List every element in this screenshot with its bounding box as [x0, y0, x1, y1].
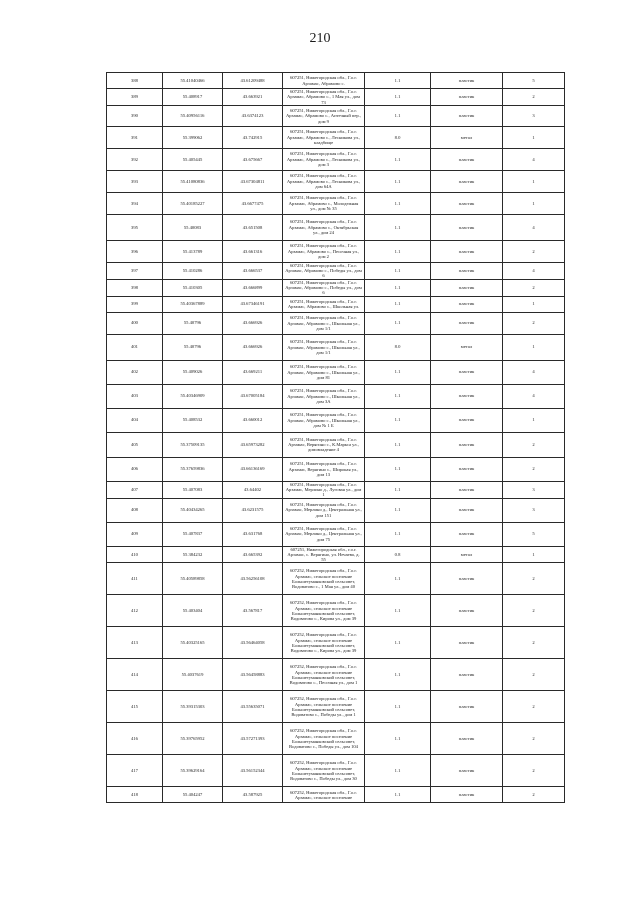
- table-row: [107, 126, 565, 148]
- table-row: [107, 296, 565, 312]
- longitude-cell: 43.631768: [223, 522, 283, 546]
- count-cell: 2: [503, 563, 565, 595]
- material-cell: пластик: [431, 384, 503, 408]
- volume-cell: 1.1: [365, 723, 431, 755]
- volume-cell: 1.1: [365, 73, 431, 89]
- longitude-cell: 43.666537: [223, 262, 283, 279]
- latitude-cell: 55.40796: [163, 334, 223, 360]
- count-cell: 1: [503, 170, 565, 192]
- address-cell: 607252, Нижегородская обл., Г.о.г. Арзамас, сельское поселение: [283, 787, 365, 803]
- volume-cell: 1.1: [365, 262, 431, 279]
- latitude-cell: 55.404247: [163, 787, 223, 803]
- row-number-cell: 407: [107, 481, 163, 498]
- count-cell: 4: [503, 262, 565, 279]
- table-row: [107, 563, 565, 595]
- count-cell: 1: [503, 296, 565, 312]
- table-row: [107, 170, 565, 192]
- longitude-cell: 43.65973282: [223, 432, 283, 457]
- material-cell: метал: [431, 126, 503, 148]
- material-cell: пластик: [431, 432, 503, 457]
- longitude-cell: 43.55635071: [223, 691, 283, 723]
- volume-cell: 1.1: [365, 214, 431, 240]
- count-cell: 2: [503, 89, 565, 106]
- volume-cell: 1.1: [365, 595, 431, 627]
- material-cell: метал: [431, 334, 503, 360]
- table-row: [107, 214, 565, 240]
- material-cell: пластик: [431, 659, 503, 691]
- longitude-cell: 43.666926: [223, 334, 283, 360]
- longitude-cell: 43.675667: [223, 148, 283, 170]
- table-row: [107, 522, 565, 546]
- volume-cell: 1.1: [365, 563, 431, 595]
- material-cell: пластик: [431, 408, 503, 432]
- latitude-cell: 55.410305: [163, 279, 223, 296]
- table-row: [107, 240, 565, 262]
- material-cell: пластик: [431, 457, 503, 481]
- volume-cell: 1.1: [365, 432, 431, 457]
- volume-cell: 1.1: [365, 296, 431, 312]
- volume-cell: 1.1: [365, 240, 431, 262]
- address-cell: 607251, Нижегородская обл., Г.о.г. Арзамас, Абрамово с., Школьная ул.: [283, 296, 365, 312]
- latitude-cell: 55.40325165: [163, 627, 223, 659]
- count-cell: 2: [503, 787, 565, 803]
- table-row: [107, 659, 565, 691]
- volume-cell: 1.1: [365, 787, 431, 803]
- longitude-cell: 43.67304811: [223, 170, 283, 192]
- latitude-cell: 55.4037619: [163, 659, 223, 691]
- table-row: [107, 384, 565, 408]
- longitude-cell: 43.567817: [223, 595, 283, 627]
- material-cell: пластик: [431, 563, 503, 595]
- count-cell: 1: [503, 192, 565, 214]
- row-number-cell: 392: [107, 148, 163, 170]
- material-cell: метал: [431, 546, 503, 563]
- volume-cell: 1.1: [365, 691, 431, 723]
- row-number-cell: 412: [107, 595, 163, 627]
- latitude-cell: 55.40589858: [163, 563, 223, 595]
- row-number-cell: 390: [107, 105, 163, 126]
- material-cell: пластик: [431, 627, 503, 659]
- longitude-cell: 43.57271393: [223, 723, 283, 755]
- count-cell: 2: [503, 595, 565, 627]
- latitude-cell: 55.41080836: [163, 170, 223, 192]
- table-row: [107, 408, 565, 432]
- table-row: [107, 73, 565, 89]
- latitude-cell: 55.399062: [163, 126, 223, 148]
- count-cell: 4: [503, 148, 565, 170]
- longitude-cell: 43.56464058: [223, 627, 283, 659]
- page-number: 210: [309, 31, 331, 46]
- volume-cell: 1.1: [365, 105, 431, 126]
- table-row: [107, 546, 565, 563]
- address-cell: 607251, Нижегородская обл., Г.о.г. Арзамас, Мерлино д., Луговая ул., дом 1: [283, 481, 365, 498]
- address-cell: 607251, Нижегородская обл., Г.о.г. Арзамас, Абрамово с.: [283, 73, 365, 89]
- material-cell: пластик: [431, 360, 503, 384]
- address-cell: 607252, Нижегородская обл., Г.о.г. Арзамас, сельское поселение Большетуманковский сельсовет, Водоватово с., Победы ул., дом 104: [283, 723, 365, 755]
- count-cell: 1: [503, 408, 565, 432]
- longitude-cell: 43.66136169: [223, 457, 283, 481]
- row-number-cell: 397: [107, 262, 163, 279]
- row-number-cell: 404: [107, 408, 163, 432]
- material-cell: пластик: [431, 170, 503, 192]
- latitude-cell: 55.407083: [163, 481, 223, 498]
- table-row: [107, 481, 565, 498]
- count-cell: 1: [503, 126, 565, 148]
- table-row: [107, 498, 565, 522]
- material-cell: пластик: [431, 279, 503, 296]
- table-row: [107, 105, 565, 126]
- address-cell: 607251, Нижегородская обл., Г.о.г. Арзамас, Абрамово с., Школьная ул., дом 3А: [283, 384, 365, 408]
- latitude-cell: 55.408532: [163, 408, 223, 432]
- table-row: [107, 723, 565, 755]
- latitude-cell: 55.39315303: [163, 691, 223, 723]
- row-number-cell: 408: [107, 498, 163, 522]
- volume-cell: 1.1: [365, 481, 431, 498]
- longitude-cell: 43.665392: [223, 546, 283, 563]
- address-cell: 607251, Нижегородская обл., Г.о.г. Арзамас, Абрамово с., Школьная ул., дом 1/1: [283, 312, 365, 334]
- latitude-cell: 55.39765952: [163, 723, 223, 755]
- latitude-cell: 55.40796: [163, 312, 223, 334]
- count-cell: 1: [503, 546, 565, 563]
- longitude-cell: 43.61209488: [223, 73, 283, 89]
- count-cell: 2: [503, 659, 565, 691]
- latitude-cell: 55.403404: [163, 595, 223, 627]
- count-cell: 2: [503, 432, 565, 457]
- latitude-cell: 55.40083: [163, 214, 223, 240]
- address-cell: 607251, Нижегородская обл., Г.о.г. Арзамас, Абрамово с., Школьная ул., дом № 1 Б: [283, 408, 365, 432]
- material-cell: пластик: [431, 595, 503, 627]
- volume-cell: 1.1: [365, 755, 431, 787]
- latitude-cell: 55.407837: [163, 522, 223, 546]
- table-row: [107, 334, 565, 360]
- count-cell: 5: [503, 522, 565, 546]
- count-cell: 3: [503, 481, 565, 498]
- latitude-cell: 55.37509135: [163, 432, 223, 457]
- material-cell: пластик: [431, 89, 503, 106]
- row-number-cell: 418: [107, 787, 163, 803]
- longitude-cell: 43.67005184: [223, 384, 283, 408]
- address-cell: 607251, Нижегородская обл., Г.о.г. Арзамас, Абрамово с., 1 Мая ул., дом 73: [283, 89, 365, 106]
- longitude-cell: 43.651508: [223, 214, 283, 240]
- latitude-cell: 55.384232: [163, 546, 223, 563]
- latitude-cell: 55.408917: [163, 89, 223, 106]
- row-number-cell: 414: [107, 659, 163, 691]
- address-cell: 607251, Нижегородская обл., Г.о.г. Арзамас, Верягино с., Широкая ул., дом 13: [283, 457, 365, 481]
- latitude-cell: 55.409026: [163, 360, 223, 384]
- latitude-cell: 55.40346909: [163, 384, 223, 408]
- material-cell: пластик: [431, 214, 503, 240]
- material-cell: пластик: [431, 755, 503, 787]
- row-number-cell: 409: [107, 522, 163, 546]
- address-cell: 607251, Нижегородская обл., Г.о.г. Арзамас, Абрамово с., Песочная ул., дом 2: [283, 240, 365, 262]
- address-cell: 607251, Нижегородская обл., Г.о.г. Арзамас, Абрамово с., Октябрьская ул., дом 24: [283, 214, 365, 240]
- material-cell: пластик: [431, 105, 503, 126]
- volume-cell: 1.1: [365, 627, 431, 659]
- material-cell: пластик: [431, 787, 503, 803]
- volume-cell: 1.1: [365, 192, 431, 214]
- volume-cell: 0.8: [365, 546, 431, 563]
- address-cell: 607252, Нижегородская обл., Г.о.г. Арзамас, сельское поселение Большетуманковский сельсовет, Водоватово с., Кирова ул., дом 39: [283, 595, 365, 627]
- address-cell: 607251, Нижегородская обл., Г.о.г. Арзамас, Абрамово с., Лесникова ул., дом 64А: [283, 170, 365, 192]
- table-row: [107, 787, 565, 803]
- address-cell: 607252, Нижегородская обл., Г.о.г. Арзамас, сельское поселение Большетуманковский сельсовет, Водоватово с., Победы ул., дом 30: [283, 755, 365, 787]
- count-cell: 2: [503, 457, 565, 481]
- count-cell: 4: [503, 360, 565, 384]
- material-cell: пластик: [431, 723, 503, 755]
- longitude-cell: 43.6677475: [223, 192, 283, 214]
- row-number-cell: 411: [107, 563, 163, 595]
- count-cell: 2: [503, 755, 565, 787]
- address-cell: 607252, Нижегородская обл., Г.о.г. Арзамас, сельское поселение Большетуманковский сельсовет, Водоватово с., Победы ул., дом 1: [283, 691, 365, 723]
- row-number-cell: 400: [107, 312, 163, 334]
- material-cell: пластик: [431, 691, 503, 723]
- table-row: [107, 312, 565, 334]
- address-cell: 607252, Нижегородская обл., Г.о.г. Арзамас, сельское поселение Большетуманковский сельсовет, Водоватово с., 1 Мая ул., дом 40: [283, 563, 365, 595]
- longitude-cell: 43.6374123: [223, 105, 283, 126]
- longitude-cell: 43.660012: [223, 408, 283, 432]
- count-cell: 2: [503, 691, 565, 723]
- longitude-cell: 43.587925: [223, 787, 283, 803]
- address-cell: 607251, Нижегородская обл., Г.о.г. Арзамас, Абрамово с., Лесникова ул., кладбище: [283, 126, 365, 148]
- address-cell: 607251, Нижегородская обл., Г.о.г. Арзамас, Абрамово с., Школьная ул., дом 81: [283, 360, 365, 384]
- row-number-cell: 417: [107, 755, 163, 787]
- address-cell: 607251, Нижегородская обл., Г.о.г. Арзамас, Абрамово с., Победы ул., дом 6: [283, 262, 365, 279]
- table-row: [107, 89, 565, 106]
- count-cell: 1: [503, 334, 565, 360]
- count-cell: 2: [503, 723, 565, 755]
- table-row: [107, 755, 565, 787]
- table-row: [107, 595, 565, 627]
- table-row: [107, 192, 565, 214]
- latitude-cell: 55.413789: [163, 240, 223, 262]
- longitude-cell: 43.6231575: [223, 498, 283, 522]
- address-cell: 607251, Нижегородская обл., Г.о.г. Арзамас, Мерлино д., Центральная ул., дом 151: [283, 498, 365, 522]
- row-number-cell: 393: [107, 170, 163, 192]
- address-cell: 607251, Нижегородская обл., Г.о.г. Арзамас, Мерлино д., Центральная ул., дом 75: [283, 522, 365, 546]
- table-row: [107, 457, 565, 481]
- longitude-cell: 43.56256108: [223, 563, 283, 595]
- address-cell: 607251, Нижегородская обл., Г.о.г. Арзамас, Абрамово с., Школьная ул., дом 1/1: [283, 334, 365, 360]
- volume-cell: 1.1: [365, 457, 431, 481]
- material-cell: пластик: [431, 312, 503, 334]
- count-cell: 3: [503, 105, 565, 126]
- material-cell: пластик: [431, 481, 503, 498]
- volume-cell: 1.1: [365, 408, 431, 432]
- table-row: [107, 432, 565, 457]
- row-number-cell: 410: [107, 546, 163, 563]
- table-row: [107, 627, 565, 659]
- table-row: [107, 691, 565, 723]
- latitude-cell: 55.405445: [163, 148, 223, 170]
- material-cell: пластик: [431, 192, 503, 214]
- address-cell: 607251, Нижегородская обл., Г.о.г. Арзамас, Абрамово с., Аптечный пер., дом 9: [283, 105, 365, 126]
- container-sites-table: [106, 72, 565, 803]
- row-number-cell: 398: [107, 279, 163, 296]
- material-cell: пластик: [431, 522, 503, 546]
- address-cell: 607251, Нижегородская обл., Г.о.г. Арзамас, Верягино с., К.Маркса ул., домовладение 4: [283, 432, 365, 457]
- latitude-cell: 55.410286: [163, 262, 223, 279]
- material-cell: пластик: [431, 262, 503, 279]
- row-number-cell: 394: [107, 192, 163, 214]
- row-number-cell: 395: [107, 214, 163, 240]
- volume-cell: 1.1: [365, 498, 431, 522]
- volume-cell: 8.0: [365, 334, 431, 360]
- row-number-cell: 402: [107, 360, 163, 384]
- longitude-cell: 43.666899: [223, 279, 283, 296]
- table-row: [107, 360, 565, 384]
- row-number-cell: 399: [107, 296, 163, 312]
- volume-cell: 1.1: [365, 384, 431, 408]
- volume-cell: 1.1: [365, 312, 431, 334]
- row-number-cell: 415: [107, 691, 163, 723]
- count-cell: 4: [503, 384, 565, 408]
- longitude-cell: 43.663921: [223, 89, 283, 106]
- table-row: [107, 148, 565, 170]
- volume-cell: 1.1: [365, 170, 431, 192]
- row-number-cell: 403: [107, 384, 163, 408]
- table-row: [107, 279, 565, 296]
- material-cell: пластик: [431, 148, 503, 170]
- latitude-cell: 55.37659836: [163, 457, 223, 481]
- count-cell: 2: [503, 312, 565, 334]
- volume-cell: 1.1: [365, 148, 431, 170]
- longitude-cell: 43.669211: [223, 360, 283, 384]
- address-cell: 607252, Нижегородская обл., Г.о.г. Арзамас, сельское поселение Большетуманковский сельсовет, Водоватово с., Песочная ул., дом 1: [283, 659, 365, 691]
- count-cell: 5: [503, 73, 565, 89]
- volume-cell: 1.1: [365, 279, 431, 296]
- material-cell: пластик: [431, 73, 503, 89]
- table-body: [107, 73, 565, 803]
- longitude-cell: 43.56152344: [223, 755, 283, 787]
- row-number-cell: 401: [107, 334, 163, 360]
- latitude-cell: 55.41040466: [163, 73, 223, 89]
- address-cell: 607251, Нижегородская обл., Г.о.г. Арзамас, Абрамово с., Победы ул., дом 6: [283, 279, 365, 296]
- volume-cell: 1.1: [365, 360, 431, 384]
- longitude-cell: 43.742915: [223, 126, 283, 148]
- longitude-cell: 43.56458883: [223, 659, 283, 691]
- row-number-cell: 389: [107, 89, 163, 106]
- row-number-cell: 405: [107, 432, 163, 457]
- count-cell: 3: [503, 498, 565, 522]
- latitude-cell: 55.40185227: [163, 192, 223, 214]
- row-number-cell: 388: [107, 73, 163, 89]
- row-number-cell: 391: [107, 126, 163, 148]
- volume-cell: 8.0: [365, 126, 431, 148]
- row-number-cell: 416: [107, 723, 163, 755]
- latitude-cell: 55.40434265: [163, 498, 223, 522]
- longitude-cell: 43.67346191: [223, 296, 283, 312]
- table-row: [107, 262, 565, 279]
- material-cell: пластик: [431, 498, 503, 522]
- material-cell: пластик: [431, 240, 503, 262]
- material-cell: пластик: [431, 296, 503, 312]
- address-cell: 607251, Нижегородская обл., г.о.г. Арзамас, с. Верягино, ул. Нечаева, д. 55: [283, 546, 365, 563]
- volume-cell: 1.1: [365, 659, 431, 691]
- row-number-cell: 413: [107, 627, 163, 659]
- row-number-cell: 396: [107, 240, 163, 262]
- latitude-cell: 55.39629164: [163, 755, 223, 787]
- latitude-cell: 55.40956116: [163, 105, 223, 126]
- longitude-cell: 43.666926: [223, 312, 283, 334]
- volume-cell: 1.1: [365, 522, 431, 546]
- longitude-cell: 43.661316: [223, 240, 283, 262]
- volume-cell: 1.1: [365, 89, 431, 106]
- latitude-cell: 55.40367889: [163, 296, 223, 312]
- address-cell: 607252, Нижегородская обл., Г.о.г. Арзамас, сельское поселение Большетуманковский сельсовет, Водоватово с., Кирова ул., дом 39: [283, 627, 365, 659]
- row-number-cell: 406: [107, 457, 163, 481]
- count-cell: 2: [503, 240, 565, 262]
- count-cell: 2: [503, 279, 565, 296]
- longitude-cell: 43.64402: [223, 481, 283, 498]
- address-cell: 607251, Нижегородская обл., Г.о.г. Арзамас, Абрамово с., Молодежная ул., дом № 35: [283, 192, 365, 214]
- count-cell: 2: [503, 627, 565, 659]
- address-cell: 607251, Нижегородская обл., Г.о.г. Арзамас, Абрамово с., Лесникова ул., дом 3: [283, 148, 365, 170]
- count-cell: 4: [503, 214, 565, 240]
